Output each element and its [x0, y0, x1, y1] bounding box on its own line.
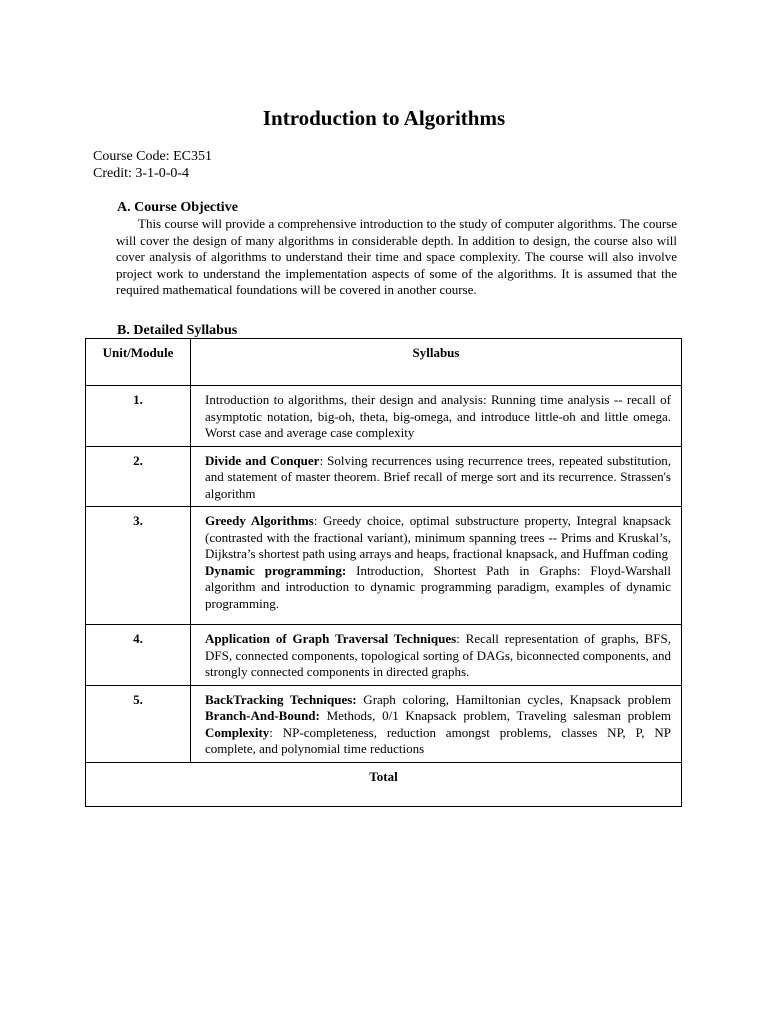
syllabus-table [85, 338, 682, 807]
topic-heading: Greedy Algorithms [205, 513, 314, 528]
unit-number: 4. [86, 625, 191, 686]
syllabus-text: : Solving recurrences using recurrence trees, repeated substitution, and statement of master theorem. Brief recall of merge sort and its recurrence. Strassen's algorithm [205, 452, 671, 501]
syllabus-text: Introduction to algorithms, their design and analysis: Running time analysis -- recall of asymptotic notation, big-oh, theta, big-omega, and introduce little-oh and little omega. Worst case and average case complexity [205, 392, 671, 440]
syllabus-text: Methods, 0/1 Knapsack problem, Traveling salesman problem [319, 708, 671, 723]
table-row [86, 625, 682, 686]
topic-heading: Dynamic programming: [205, 562, 347, 578]
table-row [86, 446, 682, 507]
total-row [86, 762, 682, 806]
syllabus-text: : NP-completeness, reduction amongst problems, classes NP, P, NP complete, and polynomial time reductions [205, 724, 671, 756]
syllabus-cell [191, 386, 682, 447]
table-row [86, 507, 682, 625]
section-a-heading: A. Course Objective [117, 200, 238, 215]
course-objective-text: This course will provide a comprehensive introduction to the study of computer algorithms. The course will cover the design of many algorithms in considerable depth. In addition to design, the course also will cover analysis of algorithms to understand their time and space complexity. The course will also involve project work to understand the implementation aspects of some of the algorithms. It is assumed that the required mathematical foundations will be covered in another course. [116, 216, 677, 298]
table-row [86, 685, 682, 762]
table-row [86, 386, 682, 447]
section-b-heading: B. Detailed Syllabus [117, 323, 238, 338]
unit-number: 1. [86, 386, 191, 447]
topic-heading: Divide and Conquer [205, 452, 320, 468]
document-title: Introduction to Algorithms [262, 106, 506, 130]
topic-heading: Branch-And-Bound: [205, 708, 320, 723]
syllabus-cell [191, 446, 682, 507]
unit-number: 2. [86, 446, 191, 507]
syllabus-text: : Greedy choice, optimal substructure property, Integral knapsack (contrasted with the fractional variant), minimum spanning trees -- Prims and Kruskal’s, Dijkstra’s shortest path using arrays and heaps, fractional knapsack, and Huffman coding [205, 513, 671, 561]
course-credit: Credit: 3-1-0-0-4 [93, 166, 190, 181]
topic-heading: Complexity [205, 724, 270, 740]
topic-heading: BackTracking Techniques: [205, 691, 357, 707]
syllabus-text: Graph coloring, Hamiltonian cycles, Knapsack problem [356, 691, 672, 707]
topic-heading: Application of Graph Traversal Techniques [205, 631, 457, 646]
course-code: Course Code: EC351 [93, 149, 212, 164]
header-unit-module: Unit/Module [86, 339, 191, 386]
table-header-row [86, 339, 682, 386]
syllabus-cell [191, 625, 682, 686]
syllabus-text: Introduction, Shortest Path in Graphs: Floyd-Warshall algorithm and introduction to dynamic programming paradigm, examples of dynamic programming. [205, 562, 671, 611]
unit-number: 3. [86, 507, 191, 625]
total-label: Total [86, 762, 682, 806]
syllabus-cell [191, 685, 682, 762]
unit-number: 5. [86, 685, 191, 762]
syllabus-cell [191, 507, 682, 625]
header-syllabus: Syllabus [191, 339, 682, 386]
syllabus-text: : Recall representation of graphs, BFS, DFS, connected components, topological sorting of DAGs, biconnected components, and strongly connected components in directed graphs. [205, 631, 671, 679]
